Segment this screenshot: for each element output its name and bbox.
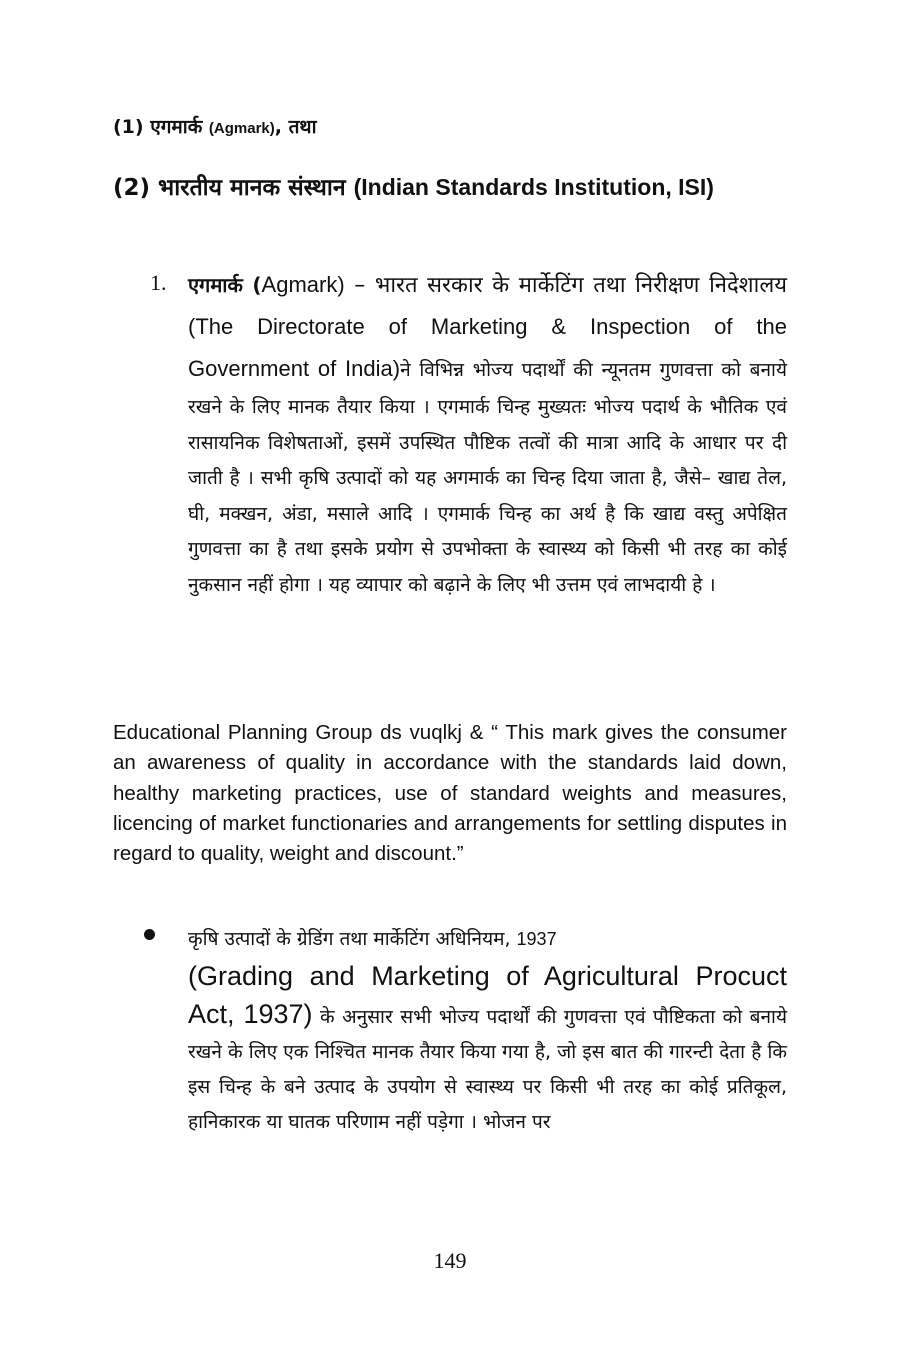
bullet-intro: कृषि उत्पादों के ग्रेडिंग तथा मार्केटिंग अधिनियम,: [188, 928, 517, 950]
heading-isi-english: (Indian Standards Institution, ISI): [353, 174, 714, 200]
item-agmark-term: एगमार्क (: [188, 273, 262, 297]
bullet-icon: [144, 929, 155, 940]
item-agmark-body: ने विभिन्न भोज्य पदार्थों की न्यूनतम गुणवत्ता को बनाये रखने के लिए मानक तैयार किया । एगमार्क चिन्ह मुख्यतः भोज्य पदार्थ के भौतिक एवं रासायनिक विशेषताओं, इसमें उपस्थित पौष्टिक तत्वों की मात्रा आदि के आधार पर दी जाती है । सभी कृषि उत्पादों को यह अगमार्क का चिन्ह दिया जाता है, जैसे– खाद्य तेल, घी, मक्खन, अंडा, मसाले आदि । एगमार्क चिन्ह का अर्थ है कि खाद्य वस्तु अपेक्षित गुणवत्ता का है तथा इसके प्रयोग से उपभोक्ता के स्वास्थ्य को किसी भी तरह का कोई नुकसान नहीं होगा । यह व्यापार को बढ़ाने के लिए भी उत्तम एवं लाभदायी हे ।: [188, 359, 787, 596]
bullet-item-grading-act: [113, 922, 787, 1140]
act-year: 1937: [516, 929, 557, 949]
bullet-body: के अनुसार सभी भोज्य पदार्थों की गुणवत्ता एवं पौष्टिकता को बनाये रखने के लिए एक निश्चित मानक तैयार किया गया है, जो इस बात की गारन्टी देता है कि इस चिन्ह के बने उत्पाद के उपयोग से स्वास्थ्य पर किसी भी तरह का कोई प्रतिकूल, हानिकारक या घातक परिणाम नहीं पड़ेगा । भोजन पर: [188, 1006, 787, 1133]
heading-isi-hindi: (2) भारतीय मानक संस्थान: [113, 175, 354, 201]
act-name-english: (Grading and Marketing of Agricultural Procuct Act, 1937): [188, 961, 787, 1029]
item-number: 1.: [150, 270, 167, 295]
item-agmark-intro: – भारत सरकार के मार्केटिंग तथा निरीक्षण निदेशालय: [344, 273, 787, 298]
english-quote-paragraph: Educational Planning Group ds vuqlkj & “ This mark gives the consumer an awareness of quality in accordance with the standards laid down, healthy marketing practices, use of standard weights and measures, licencing of market functionaries and arrangements for settling disputes in regard to quality, weight and discount.”: [113, 721, 787, 866]
numbered-item-agmark: [150, 264, 787, 603]
bullet-item-text: [188, 922, 787, 1140]
heading-agmark: [113, 113, 317, 139]
item-agmark-term-english: Agmark): [261, 272, 345, 297]
directorate-name-english: (The Directorate of Marketing & Inspection of the Government of India): [188, 314, 787, 381]
heading-isi: [113, 166, 787, 209]
heading-agmark-hindi: (1) एगमार्क: [113, 116, 209, 138]
heading-agmark-suffix: , तथा: [274, 116, 317, 138]
page-number: 149: [433, 1248, 467, 1273]
heading-agmark-english: (Agmark): [208, 120, 275, 137]
item-agmark-text: [188, 264, 787, 603]
